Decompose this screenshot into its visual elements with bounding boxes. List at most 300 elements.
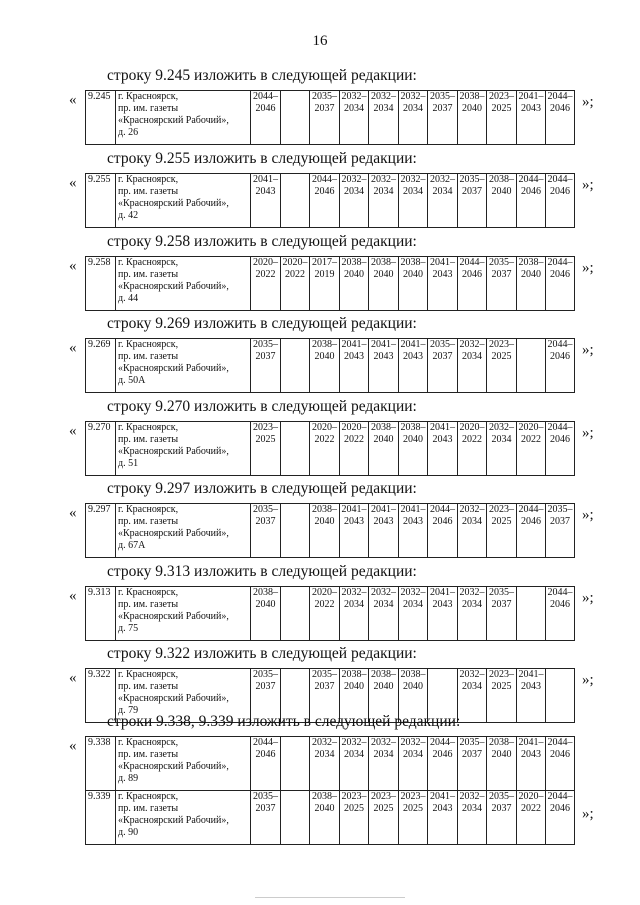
- period-start: 2035–: [489, 791, 514, 802]
- period-start: 2032–: [371, 737, 396, 748]
- scan-edge-mark: [255, 897, 405, 901]
- period-start: 2041–: [518, 91, 544, 102]
- period-end: 2046: [432, 749, 453, 760]
- address-line: «Красноярский Рабочий»,: [118, 115, 229, 126]
- period-cell: [399, 174, 428, 228]
- period-end: 2034: [403, 599, 423, 610]
- period-start: 2044–: [547, 587, 573, 598]
- address-line: д. 50А: [118, 375, 146, 386]
- address-line: г. Красноярск,: [118, 257, 179, 268]
- period-start: 2017–: [312, 257, 337, 268]
- period-start: 2035–: [253, 791, 278, 802]
- period-cell: [369, 174, 399, 228]
- address-line: д. 89: [118, 773, 139, 784]
- close-quote: »;: [582, 507, 594, 523]
- close-quote: »;: [582, 590, 594, 606]
- period-end: 2034: [373, 599, 394, 610]
- period-start: 2044–: [430, 737, 455, 748]
- period-end: 2022: [344, 434, 364, 445]
- period-cell: [310, 791, 340, 845]
- period-cell: [369, 91, 399, 145]
- period-cell: [369, 504, 399, 558]
- period-end: 2046: [550, 599, 570, 610]
- period-cell: [340, 174, 369, 228]
- period-cell: [517, 737, 546, 791]
- row-number: 9.270: [86, 422, 116, 476]
- schedule-table: [85, 173, 575, 228]
- period-cell: [281, 257, 310, 311]
- period-start: 2032–: [312, 737, 337, 748]
- period-end: 2037: [255, 516, 276, 527]
- period-cell: [281, 91, 310, 145]
- period-cell: [399, 791, 428, 845]
- period-cell: [369, 587, 399, 641]
- address-line: д. 26: [118, 127, 139, 138]
- period-end: 2046: [521, 186, 541, 197]
- period-end: 2043: [432, 269, 453, 280]
- period-cell: [458, 791, 487, 845]
- period-cell: [310, 174, 340, 228]
- close-quote: »;: [582, 672, 594, 688]
- address-line: «Красноярский Рабочий»,: [118, 198, 229, 209]
- period-cell: [281, 504, 310, 558]
- period-start: 2044–: [547, 791, 573, 802]
- period-cell: [546, 257, 575, 311]
- row-number: 9.258: [86, 257, 116, 311]
- period-start: 2020–: [312, 422, 337, 433]
- period-start: 2023–: [400, 791, 426, 802]
- period-start: 2041–: [341, 339, 367, 350]
- address-line: д. 79: [118, 705, 139, 716]
- period-cell: [517, 504, 546, 558]
- row-number: 9.297: [86, 504, 116, 558]
- section-heading: строку 9.270 изложить в следующей редакции:: [107, 398, 417, 415]
- address-line: г. Красноярск,: [118, 91, 179, 102]
- period-cell: [369, 791, 399, 845]
- period-end: 2025: [491, 351, 512, 362]
- period-end: 2037: [550, 516, 570, 527]
- address-line: «Красноярский Рабочий»,: [118, 815, 229, 826]
- period-cell: [487, 174, 517, 228]
- address-line: «Красноярский Рабочий»,: [118, 446, 229, 457]
- address-cell: [116, 339, 251, 393]
- period-cell: [546, 737, 575, 791]
- period-start: 2035–: [312, 91, 337, 102]
- period-end: 2022: [521, 434, 541, 445]
- period-start: 2038–: [253, 587, 278, 598]
- period-cell: [251, 791, 281, 845]
- period-end: 2043: [521, 749, 541, 760]
- period-cell: [281, 422, 310, 476]
- period-end: 2034: [314, 749, 335, 760]
- period-cell: [546, 791, 575, 845]
- period-end: 2037: [491, 803, 512, 814]
- address-line: «Красноярский Рабочий»,: [118, 363, 229, 374]
- period-end: 2034: [403, 186, 423, 197]
- close-quote: »;: [582, 177, 594, 193]
- period-start: 2035–: [489, 257, 514, 268]
- period-start: 2044–: [518, 504, 544, 515]
- address-line: пр. им. газеты: [118, 599, 179, 610]
- period-cell: [251, 257, 281, 311]
- period-start: 2041–: [430, 791, 455, 802]
- period-start: 2032–: [400, 91, 426, 102]
- period-end: 2040: [344, 269, 364, 280]
- period-start: 2035–: [253, 504, 278, 515]
- period-cell: [340, 91, 369, 145]
- address-line: пр. им. газеты: [118, 749, 179, 760]
- period-end: 2046: [550, 803, 570, 814]
- period-cell: [458, 339, 487, 393]
- period-start: 2038–: [400, 257, 426, 268]
- period-start: 2023–: [489, 504, 514, 515]
- period-start: 2044–: [547, 257, 573, 268]
- period-start: 2032–: [459, 504, 485, 515]
- period-start: 2020–: [341, 422, 367, 433]
- period-start: 2020–: [282, 257, 308, 268]
- section-heading: строку 9.245 изложить в следующей редакции:: [107, 67, 417, 84]
- address-line: пр. им. газеты: [118, 103, 179, 114]
- address-line: д. 42: [118, 210, 139, 221]
- period-end: 2034: [403, 103, 423, 114]
- period-end: 2034: [373, 186, 394, 197]
- period-cell: [310, 504, 340, 558]
- period-cell: [340, 504, 369, 558]
- period-cell: [281, 587, 310, 641]
- period-cell: [428, 174, 458, 228]
- period-end: 2046: [521, 516, 541, 527]
- period-cell: [428, 91, 458, 145]
- period-end: 2022: [314, 599, 335, 610]
- period-cell: [546, 422, 575, 476]
- period-end: 2043: [373, 516, 394, 527]
- period-cell: [546, 339, 575, 393]
- period-start: 2041–: [430, 422, 455, 433]
- period-end: 2040: [255, 599, 276, 610]
- address-cell: [116, 791, 251, 845]
- period-end: 2040: [373, 269, 394, 280]
- period-end: 2040: [462, 103, 482, 114]
- period-end: 2022: [285, 269, 305, 280]
- period-cell: [487, 737, 517, 791]
- period-cell: [546, 504, 575, 558]
- period-cell: [399, 339, 428, 393]
- period-start: 2035–: [253, 669, 278, 680]
- period-end: 2034: [462, 516, 482, 527]
- period-start: 2023–: [253, 422, 278, 433]
- period-start: 2044–: [547, 174, 573, 185]
- period-start: 2032–: [489, 422, 514, 433]
- period-start: 2032–: [371, 91, 396, 102]
- row-number: 9.322: [86, 669, 116, 723]
- address-line: г. Красноярск,: [118, 737, 179, 748]
- period-cell: [517, 422, 546, 476]
- table-row: [86, 791, 575, 845]
- period-cell: [517, 174, 546, 228]
- period-start: 2038–: [489, 737, 514, 748]
- period-end: 2037: [432, 351, 453, 362]
- period-cell: [281, 737, 310, 791]
- period-start: 2044–: [312, 174, 337, 185]
- period-start: 2038–: [518, 257, 544, 268]
- period-cell: [399, 257, 428, 311]
- period-cell: [399, 737, 428, 791]
- period-cell: [251, 737, 281, 791]
- address-line: г. Красноярск,: [118, 504, 179, 515]
- period-end: 2043: [432, 599, 453, 610]
- period-cell: [428, 339, 458, 393]
- period-start: 2044–: [253, 91, 278, 102]
- period-start: 2032–: [459, 339, 485, 350]
- period-cell: [487, 339, 517, 393]
- period-start: 2038–: [312, 339, 337, 350]
- period-start: 2041–: [253, 174, 278, 185]
- period-cell: [310, 737, 340, 791]
- period-cell: [487, 257, 517, 311]
- period-end: 2034: [344, 749, 364, 760]
- period-end: 2046: [255, 749, 276, 760]
- address-cell: [116, 174, 251, 228]
- period-start: 2023–: [371, 791, 396, 802]
- section-heading: строки 9.338, 9.339 изложить в следующей редакции:: [107, 713, 461, 730]
- period-cell: [310, 587, 340, 641]
- period-end: 2037: [432, 103, 453, 114]
- address-cell: [116, 422, 251, 476]
- period-end: 2043: [521, 103, 541, 114]
- row-number: 9.255: [86, 174, 116, 228]
- address-line: д. 44: [118, 293, 139, 304]
- period-start: 2035–: [547, 504, 573, 515]
- period-start: 2023–: [489, 669, 514, 680]
- period-cell: [369, 257, 399, 311]
- period-start: 2023–: [489, 339, 514, 350]
- period-start: 2032–: [400, 587, 426, 598]
- period-end: 2025: [403, 803, 423, 814]
- period-end: 2043: [344, 516, 364, 527]
- schedule-table: [85, 586, 575, 641]
- period-end: 2037: [462, 749, 482, 760]
- period-start: 2032–: [459, 791, 485, 802]
- address-line: «Красноярский Рабочий»,: [118, 693, 229, 704]
- period-cell: [458, 91, 487, 145]
- period-cell: [310, 339, 340, 393]
- period-start: 2032–: [341, 737, 367, 748]
- period-start: 2032–: [459, 587, 485, 598]
- row-number: 9.339: [86, 791, 116, 845]
- period-end: 2046: [432, 516, 453, 527]
- period-start: 2020–: [518, 422, 544, 433]
- period-cell: [428, 504, 458, 558]
- period-start: 2032–: [371, 587, 396, 598]
- period-end: 2040: [521, 269, 541, 280]
- period-start: 2038–: [312, 504, 337, 515]
- period-cell: [517, 791, 546, 845]
- period-cell: [458, 422, 487, 476]
- period-start: 2020–: [518, 791, 544, 802]
- period-end: 2040: [373, 434, 394, 445]
- period-cell: [340, 587, 369, 641]
- period-start: 2038–: [312, 791, 337, 802]
- table-row: [86, 174, 575, 228]
- page-number: 16: [312, 33, 328, 49]
- period-cell: [310, 91, 340, 145]
- period-end: 2043: [403, 351, 423, 362]
- period-end: 2040: [344, 681, 364, 692]
- period-end: 2022: [314, 434, 335, 445]
- period-start: 2041–: [430, 257, 455, 268]
- period-start: 2041–: [341, 504, 367, 515]
- period-cell: [517, 91, 546, 145]
- period-cell: [428, 257, 458, 311]
- period-cell: [546, 669, 575, 723]
- period-end: 2046: [255, 103, 276, 114]
- period-end: 2019: [314, 269, 335, 280]
- period-cell: [487, 669, 517, 723]
- address-line: г. Красноярск,: [118, 791, 179, 802]
- period-end: 2043: [255, 186, 276, 197]
- period-cell: [428, 791, 458, 845]
- period-start: 2020–: [459, 422, 485, 433]
- period-cell: [487, 91, 517, 145]
- period-end: 2037: [491, 269, 512, 280]
- period-cell: [340, 339, 369, 393]
- period-cell: [517, 669, 546, 723]
- close-quote: »;: [582, 806, 594, 822]
- period-end: 2034: [462, 351, 482, 362]
- period-end: 2034: [462, 599, 482, 610]
- period-end: 2034: [403, 749, 423, 760]
- section-heading: строку 9.269 изложить в следующей редакции:: [107, 315, 417, 332]
- period-cell: [487, 504, 517, 558]
- period-end: 2034: [462, 681, 482, 692]
- period-start: 2038–: [459, 91, 485, 102]
- period-end: 2037: [255, 351, 276, 362]
- period-cell: [458, 669, 487, 723]
- period-start: 2032–: [430, 174, 455, 185]
- period-cell: [546, 91, 575, 145]
- period-start: 2035–: [312, 669, 337, 680]
- address-line: д. 90: [118, 827, 139, 838]
- period-cell: [458, 174, 487, 228]
- address-line: пр. им. газеты: [118, 681, 179, 692]
- period-end: 2034: [432, 186, 453, 197]
- period-start: 2041–: [518, 669, 544, 680]
- period-end: 2040: [491, 186, 512, 197]
- period-end: 2025: [491, 516, 512, 527]
- address-line: пр. им. газеты: [118, 803, 179, 814]
- period-end: 2040: [403, 681, 423, 692]
- period-start: 2035–: [430, 339, 455, 350]
- period-start: 2044–: [430, 504, 455, 515]
- period-start: 2023–: [489, 91, 514, 102]
- period-end: 2043: [432, 803, 453, 814]
- section-heading: строку 9.297 изложить в следующей редакции:: [107, 480, 417, 497]
- period-start: 2020–: [312, 587, 337, 598]
- period-end: 2025: [344, 803, 364, 814]
- period-cell: [399, 504, 428, 558]
- period-end: 2040: [314, 351, 335, 362]
- period-end: 2046: [550, 749, 570, 760]
- open-quote: «: [69, 258, 77, 274]
- period-start: 2038–: [400, 422, 426, 433]
- period-cell: [310, 257, 340, 311]
- schedule-table: [85, 503, 575, 558]
- period-cell: [458, 737, 487, 791]
- period-start: 2032–: [400, 737, 426, 748]
- period-end: 2046: [550, 103, 570, 114]
- period-cell: [458, 504, 487, 558]
- period-start: 2041–: [518, 737, 544, 748]
- period-start: 2038–: [341, 257, 367, 268]
- address-line: пр. им. газеты: [118, 186, 179, 197]
- row-number: 9.313: [86, 587, 116, 641]
- period-end: 2040: [403, 434, 423, 445]
- period-cell: [399, 91, 428, 145]
- address-line: пр. им. газеты: [118, 351, 179, 362]
- schedule-table: [85, 256, 575, 311]
- table-row: [86, 91, 575, 145]
- period-end: 2043: [403, 516, 423, 527]
- period-start: 2041–: [400, 504, 426, 515]
- open-quote: «: [69, 738, 77, 754]
- period-end: 2046: [462, 269, 482, 280]
- address-cell: [116, 504, 251, 558]
- schedule-table: [85, 736, 575, 845]
- period-end: 2037: [314, 681, 335, 692]
- period-end: 2034: [344, 599, 364, 610]
- period-end: 2037: [314, 103, 335, 114]
- period-cell: [281, 174, 310, 228]
- period-cell: [546, 587, 575, 641]
- period-end: 2040: [491, 749, 512, 760]
- row-number: 9.245: [86, 91, 116, 145]
- period-cell: [458, 257, 487, 311]
- address-cell: [116, 737, 251, 791]
- row-number: 9.338: [86, 737, 116, 791]
- open-quote: «: [69, 340, 77, 356]
- period-cell: [310, 422, 340, 476]
- period-start: 2032–: [341, 587, 367, 598]
- period-end: 2043: [373, 351, 394, 362]
- period-cell: [340, 737, 369, 791]
- period-end: 2034: [373, 749, 394, 760]
- section-heading: строку 9.258 изложить в следующей редакции:: [107, 233, 417, 250]
- open-quote: «: [69, 175, 77, 191]
- close-quote: »;: [582, 260, 594, 276]
- address-line: д. 75: [118, 623, 139, 634]
- address-line: «Красноярский Рабочий»,: [118, 761, 229, 772]
- period-start: 2044–: [459, 257, 485, 268]
- close-quote: »;: [582, 94, 594, 110]
- period-cell: [517, 339, 546, 393]
- period-cell: [428, 422, 458, 476]
- address-line: г. Красноярск,: [118, 422, 179, 433]
- period-start: 2035–: [430, 91, 455, 102]
- period-start: 2044–: [518, 174, 544, 185]
- period-end: 2034: [344, 103, 364, 114]
- period-cell: [428, 737, 458, 791]
- address-line: г. Красноярск,: [118, 587, 179, 598]
- period-cell: [369, 339, 399, 393]
- period-start: 2020–: [253, 257, 278, 268]
- period-end: 2034: [373, 103, 394, 114]
- period-end: 2040: [314, 803, 335, 814]
- schedule-table: [85, 90, 575, 145]
- period-end: 2043: [521, 681, 541, 692]
- table-row: [86, 422, 575, 476]
- period-start: 2032–: [341, 91, 367, 102]
- table-row: [86, 257, 575, 311]
